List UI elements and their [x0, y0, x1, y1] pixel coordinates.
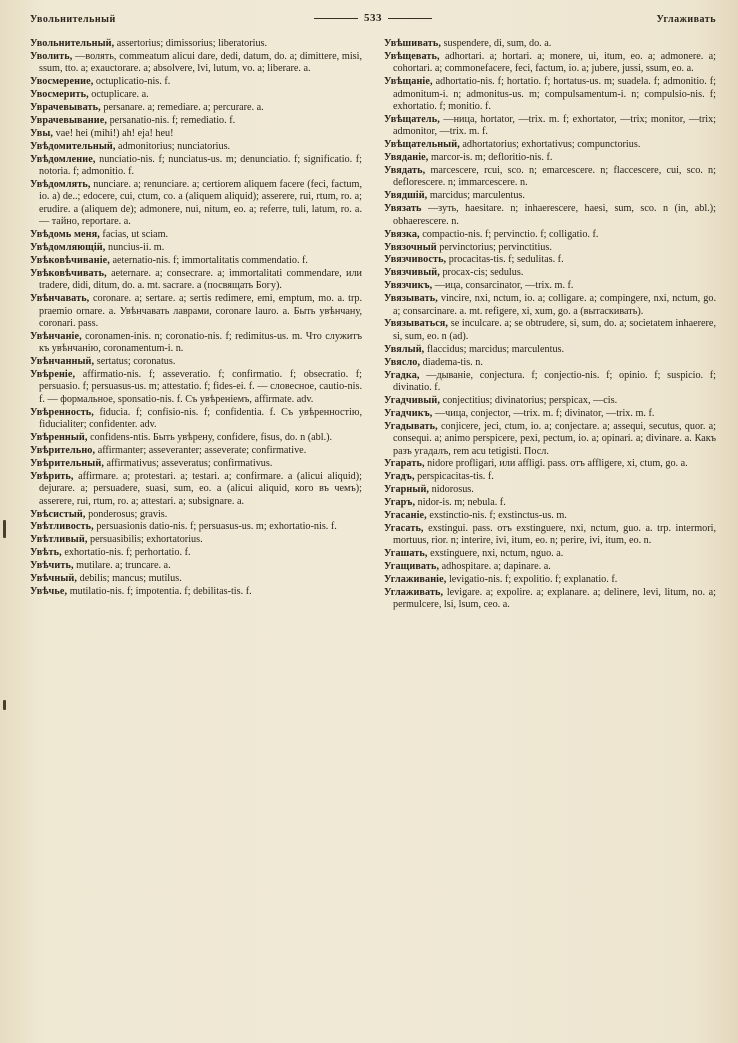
- dictionary-entry: [384, 523, 716, 548]
- entry-headword: Увѣренный,: [30, 432, 88, 444]
- dictionary-entry: [384, 318, 716, 343]
- entry-definition: coronamen-inis. n; coronatio-nis. f; redimitus-us. m. Что служитъ къ увѣнчанію, coronamentum-i. n.: [39, 330, 362, 355]
- dictionary-entry: [384, 370, 716, 395]
- entry-headword: Увѣщатель,: [384, 113, 440, 125]
- dictionary-entry: [384, 587, 716, 612]
- page-number: 533: [364, 12, 382, 24]
- page-header: [30, 10, 716, 30]
- entry-headword: Угасать,: [384, 522, 424, 534]
- entry-definition: sertatus; coronatus.: [96, 356, 176, 368]
- dictionary-entry: [384, 254, 716, 266]
- dictionary-entry: [30, 76, 362, 88]
- entry-headword: Угадъ,: [384, 471, 415, 483]
- entry-definition: affirmatio-nis. f; asseveratio. f; confirmatio. f; obsecratio. f; persuasio. f; persuasus-us. m; attestatio. f; fides-ei. f. — словесное, cautio-nis. f. — формальное, sponsatio-nis. f. Съ увѣреніемъ, affirmate. adv.: [39, 369, 362, 405]
- dictionary-entry: [384, 51, 716, 76]
- dictionary-entry: [384, 76, 716, 113]
- dictionary-entry: [384, 497, 716, 509]
- entry-definition: nunciare. a; renunciare. a; certiorem aliquem facere (feci, factum, io. a) de..; edocere, cui, ctum, co. a (aliquem aliquid); asserere, rui, rtum, ro. a; erudire. a (aliquem de); admonere, nui, nitum, eo. a; referre, tuli, latum, ro. a. — тайно, reportare. a.: [39, 178, 362, 228]
- entry-definition: mutilatio-nis. f; impotentia. f; debilitas-tis. f.: [69, 585, 252, 597]
- entry-definition: vae! hei (mihi!) ah! eja! heu!: [55, 127, 174, 139]
- dictionary-entry: [30, 573, 362, 585]
- entry-definition: conjicere, jeci, ctum, io. a; conjectare. a; assequi, secutus, quor. a; consequi. a; animo perspicere, pexi, pectum, io. a; opinari. a; divinare. a. Какъ разъ угадалъ, rem acu tetigisti. Посл.: [393, 420, 716, 457]
- entry-definition: —ица, consarcinator, —trix. m. f.: [434, 280, 574, 292]
- text-columns: [30, 38, 716, 1015]
- binding-edge-mark: [3, 520, 6, 538]
- entry-headword: Угадывать,: [384, 420, 438, 432]
- entry-definition: compactio-nis. f; pervinctio. f; colligatio. f.: [422, 228, 599, 240]
- binding-edge-mark: [3, 700, 6, 710]
- entry-definition: exstinguere, nxi, nctum, nguo. a.: [430, 548, 564, 560]
- entry-headword: Увѣщевать,: [384, 50, 440, 62]
- entry-definition: adhospitare. a; dapinare. a.: [441, 561, 551, 573]
- entry-headword: Уврачевывание,: [30, 114, 108, 126]
- entry-definition: suspendere, di, sum, do. a.: [443, 38, 552, 49]
- entry-headword: Углаживать,: [384, 586, 444, 598]
- entry-headword: Увѣчье,: [30, 585, 68, 597]
- dictionary-entry: [384, 165, 716, 190]
- entry-definition: adhortari. a; hortari. a; monere, ui, itum, eo. a; admonere. a; cohortari. a; commonefacere, feci, factum, io. a; jubere, jussi, ssum, eo. a.: [393, 50, 716, 75]
- dictionary-entry: [30, 115, 362, 127]
- entry-headword: Увѣрительно,: [30, 445, 96, 456]
- dictionary-entry: [384, 203, 716, 228]
- dictionary-entry: [30, 242, 362, 254]
- entry-headword: Увязывать,: [384, 293, 438, 305]
- entry-definition: affirmare. a; protestari. a; testari. a; confirmare. a (alicui aliquid); dejurare. a; persuadere, suasi, sum, eo. a (alicui aliquid, кого въ чемъ); asserere, rui, rtum, ro. a; attestari. a; subsignare. a.: [39, 470, 362, 507]
- dictionary-entry: [384, 561, 716, 573]
- entry-definition: aeternare. a; consecrare. a; immortalitati commendare, или tradere, didi, ditum, do. a. mt. sacrare. a (посвящать Богу).: [39, 267, 362, 292]
- entry-headword: Увѣшивать,: [384, 38, 441, 49]
- entry-definition: persuasionis datio-nis. f; persuasus-us. m; exhortatio-nis. f.: [96, 521, 337, 533]
- entry-headword: Увольнительный,: [30, 38, 115, 49]
- dictionary-entry: [30, 179, 362, 229]
- dictionary-entry: [384, 510, 716, 522]
- dictionary-entry: [384, 408, 716, 420]
- entry-headword: Увядшій,: [384, 190, 428, 202]
- dictionary-entry: [30, 331, 362, 356]
- dictionary-entry: [30, 38, 362, 50]
- entry-definition: exstinctio-nis. f; exstinctus-us. m.: [429, 510, 567, 522]
- dictionary-entry: [30, 407, 362, 432]
- entry-headword: Увѣреніе,: [30, 369, 76, 381]
- entry-definition: persuasibilis; exhortatorius.: [90, 534, 203, 546]
- entry-headword: Угадка,: [384, 369, 420, 381]
- entry-headword: Увязываться,: [384, 318, 449, 330]
- dictionary-entry: [30, 586, 362, 598]
- entry-definition: diadema-tis. n.: [422, 356, 483, 368]
- entry-definition: se inculcare. a; se obtrudere, si, sum, do. a; societatem inhaerere, si, sum, eo. n (ad).: [393, 318, 716, 342]
- entry-definition: nidore profligari, или affligi. pass. отъ affligere, xi, ctum, go. a.: [427, 458, 688, 470]
- header-rule-right: [388, 18, 432, 19]
- dictionary-entry: [30, 102, 362, 114]
- entry-definition: levigare. a; expolire. a; explanare. a; delinere, levi, litum, no. a; permulcere, lsi, lsum, ceo. a.: [393, 586, 716, 611]
- entry-definition: exhortatio-nis. f; perhortatio. f.: [64, 547, 191, 559]
- dictionary-entry: [30, 141, 362, 153]
- dictionary-entry: [30, 89, 362, 101]
- entry-headword: Увосмерение,: [30, 76, 94, 88]
- entry-headword: Увѣщаніе,: [384, 76, 433, 88]
- entry-headword: Угащивать,: [384, 561, 440, 573]
- entry-headword: Угарать,: [384, 458, 425, 470]
- entry-headword: Увѣть,: [30, 547, 62, 559]
- dictionary-entry: [384, 229, 716, 241]
- entry-headword: Увѣтливый,: [30, 534, 88, 546]
- dictionary-entry: [30, 547, 362, 559]
- entry-headword: Увѣдомительный,: [30, 140, 116, 152]
- page-number-block: [30, 12, 716, 24]
- entry-headword: Увясло,: [384, 356, 421, 368]
- entry-headword: Углаживаніе,: [384, 574, 447, 586]
- entry-headword: Увѣдомляющій,: [30, 242, 106, 253]
- dictionary-entry: [30, 255, 362, 267]
- entry-definition: nuncius-ii. m.: [107, 242, 165, 253]
- entry-headword: Угаръ,: [384, 497, 416, 509]
- entry-headword: Угарный,: [384, 484, 430, 496]
- dictionary-entry: [30, 458, 362, 470]
- entry-definition: —ница, hortator, —trix. m. f; exhortator, —trix; monitor, —trix; admonitor, —trix. m. f.: [393, 113, 716, 138]
- entry-definition: —волять, commeatum alicui dare, dedi, datum, do. a; dimittere, misi, ssum, tto. a; exauctorare. a; absolvere, lvi, lutum, vo. a; liberare. a.: [39, 50, 362, 75]
- running-head-left: Увольнительный: [30, 14, 116, 25]
- running-head-right: Углаживать: [656, 14, 716, 25]
- dictionary-entry: [384, 152, 716, 164]
- dictionary-entry: [30, 445, 362, 457]
- dictionary-entry: [384, 471, 716, 483]
- entry-headword: Увяданіе,: [384, 152, 429, 164]
- entry-headword: Угадчикъ,: [384, 407, 433, 419]
- dictionary-entry: [384, 357, 716, 369]
- entry-headword: Угадчивый,: [384, 394, 441, 406]
- dictionary-entry: [384, 548, 716, 560]
- dictionary-entry: [30, 369, 362, 406]
- dictionary-entry: [384, 395, 716, 407]
- entry-headword: Увы,: [30, 127, 54, 139]
- entry-definition: persanare. a; remediare. a; percurare. a.: [103, 102, 264, 114]
- entry-definition: persanatio-nis. f; remediatio. f.: [109, 114, 236, 126]
- dictionary-entry: [384, 458, 716, 470]
- dictionary-entry: [384, 242, 716, 254]
- entry-definition: nunciatio-nis. f; nunciatus-us. m; denunciatio. f; significatio. f; notoria. f; admonitio. f.: [39, 153, 362, 178]
- dictionary-entry: [30, 268, 362, 293]
- entry-headword: Увѣковѣчиваніе,: [30, 254, 110, 266]
- dictionary-entry: [30, 293, 362, 330]
- right-column: [384, 38, 716, 1015]
- entry-definition: confidens-ntis. Быть увѣрену, confidere, fisus, do. n (abl.).: [90, 432, 333, 444]
- entry-headword: Увядать,: [384, 165, 426, 177]
- entry-definition: perspicacitas-tis. f.: [417, 471, 494, 483]
- entry-headword: Увѣнчанный,: [30, 356, 95, 368]
- entry-headword: Увѣсистый,: [30, 508, 86, 520]
- entry-definition: nidor-is. m; nebula. f.: [417, 497, 506, 509]
- entry-headword: Угашать,: [384, 548, 428, 560]
- entry-definition: marcor-is. m; defloritio-nis. f.: [430, 152, 553, 164]
- entry-definition: coronare. a; sertare. a; sertis redimere, emi, emptum, mo. a. trp. praemio ornare. a. Увѣнчавать лаврами, coronare lauro. a. Быть увѣнчану, coronari. pass.: [39, 293, 362, 329]
- dictionary-entry: [30, 356, 362, 368]
- entry-headword: Увѣдомление,: [30, 153, 96, 165]
- entry-definition: affirmanter; asseveranter; asseverate; confirmative.: [97, 445, 307, 456]
- entry-definition: octuplicare. a.: [91, 89, 149, 101]
- dictionary-entry: [30, 471, 362, 508]
- entry-definition: vincire, nxi, nctum, io. a; colligare. a; compingere, nxi, nctum, go. a; consarcinare. a. mt. refigere, xi, xum, go. a (вытаскивать).: [393, 293, 716, 317]
- entry-headword: Увѣтливость,: [30, 521, 94, 533]
- entry-definition: procacitas-tis. f; sedulitas. f.: [448, 254, 564, 266]
- entry-headword: Увѣдомлять,: [30, 178, 91, 190]
- dictionary-entry: [384, 293, 716, 318]
- entry-headword: Увязочный: [384, 241, 437, 253]
- entry-definition: levigatio-nis. f; expolitio. f; explanatio. f.: [448, 574, 618, 586]
- dictionary-entry: [384, 421, 716, 458]
- entry-headword: Увѣщательный,: [384, 139, 460, 151]
- entry-definition: conjectitius; divinatorius; perspicax, —cis.: [442, 394, 618, 406]
- entry-headword: Уволить,: [30, 50, 73, 62]
- entry-headword: Уврачевывать,: [30, 102, 101, 114]
- entry-definition: —чица, conjector, —trix. m. f; divinator, —trix. m. f.: [434, 407, 655, 419]
- entry-headword: Увѣчный,: [30, 573, 78, 585]
- entry-headword: Увязчивость,: [384, 254, 447, 266]
- dictionary-entry: [384, 344, 716, 356]
- dictionary-entry: [30, 534, 362, 546]
- entry-headword: Увязчивый,: [384, 267, 440, 279]
- entry-definition: assertorius; dimissorius; liberatorius.: [116, 38, 268, 49]
- entry-definition: marcescere, rcui, sco. n; emarcescere. n; flaccescere, cui, sco. n; deflorescere. n; immarcescere. n.: [393, 165, 716, 189]
- entry-headword: Увосмерить,: [30, 89, 89, 101]
- entry-definition: flaccidus; marcidus; marculentus.: [426, 343, 565, 355]
- entry-headword: Увязка,: [384, 228, 420, 240]
- entry-headword: Увѣнчавать,: [30, 293, 90, 305]
- entry-definition: pervinctorius; pervinctitius.: [439, 241, 552, 253]
- dictionary-entry: [384, 38, 716, 50]
- dictionary-entry: [30, 128, 362, 140]
- entry-headword: Увѣрить,: [30, 470, 74, 482]
- dictionary-entry: [384, 267, 716, 279]
- entry-definition: facias, ut sciam.: [102, 229, 169, 241]
- entry-definition: admonitorius; nunciatorius.: [118, 140, 231, 152]
- dictionary-entry: [30, 229, 362, 241]
- dictionary-entry: [384, 190, 716, 202]
- dictionary-entry: [384, 280, 716, 292]
- dictionary-entry: [30, 51, 362, 76]
- entry-definition: marcidus; marculentus.: [429, 190, 525, 202]
- dictionary-entry: [30, 154, 362, 179]
- entry-headword: Увялый,: [384, 343, 425, 355]
- entry-definition: —дываніе, conjectura. f; conjectio-nis. f; opinio. f; suspicio. f; divinatio. f.: [393, 369, 716, 393]
- entry-definition: procax-cis; sedulus.: [442, 267, 524, 279]
- left-column: [30, 38, 362, 1015]
- entry-headword: Увѣнчаніе,: [30, 330, 82, 342]
- entry-definition: affirmativus; asseveratus; confirmativus.: [106, 457, 273, 469]
- entry-headword: Увѣдомь меня,: [30, 229, 100, 241]
- entry-headword: Увязать: [384, 203, 422, 215]
- entry-definition: fiducia. f; confisio-nis. f; confidentia. f. Съ увѣренностію, fiducialiter; confidenter. adv.: [39, 406, 362, 431]
- entry-definition: nidorosus.: [431, 484, 474, 496]
- entry-definition: debilis; mancus; mutilus.: [79, 573, 182, 585]
- dictionary-entry: [30, 509, 362, 521]
- entry-definition: adhortatorius; exhortativus; compunctorius.: [462, 139, 641, 151]
- entry-definition: mutilare. a; truncare. a.: [76, 560, 171, 572]
- dictionary-entry: [30, 521, 362, 533]
- entry-headword: Увѣрительный,: [30, 457, 104, 469]
- entry-headword: Увѣковѣчивать,: [30, 267, 107, 279]
- dictionary-entry: [30, 560, 362, 572]
- entry-definition: exstingui. pass. отъ exstinguere, nxi, nctum, guo. a. trp. intermori, mortuus, rior. n; interire, ivi, itum, eo. n; perire, ivi, itum, eo. n.: [393, 522, 716, 547]
- entry-headword: Увязчикъ,: [384, 280, 433, 292]
- entry-definition: adhortatio-nis. f; hortatio. f; hortatus-us. m; suadela. f; admonitio. f; admonitum-i. n; admonitus-us. m; compulsamentum-i. n; compulsio-nis. f; exhortatio. f; monitio. f.: [393, 76, 716, 113]
- entry-definition: ponderosus; gravis.: [88, 508, 168, 520]
- dictionary-entry: [384, 139, 716, 151]
- entry-definition: aeternatio-nis. f; immortalitatis commendatio. f.: [112, 254, 308, 266]
- header-rule-left: [314, 18, 358, 19]
- dictionary-entry: [384, 484, 716, 496]
- entry-headword: Увѣренность,: [30, 406, 94, 418]
- entry-definition: octuplicatio-nis. f.: [95, 76, 171, 88]
- entry-definition: —зуть, haesitare. n; inhaerescere, haesi, sum, sco. n (in, abl.); obhaerescere. n.: [393, 203, 716, 227]
- dictionary-entry: [30, 432, 362, 444]
- dictionary-entry: [384, 114, 716, 139]
- entry-headword: Увѣчить,: [30, 560, 74, 572]
- dictionary-entry: [384, 574, 716, 586]
- entry-headword: Угасаніе,: [384, 510, 427, 522]
